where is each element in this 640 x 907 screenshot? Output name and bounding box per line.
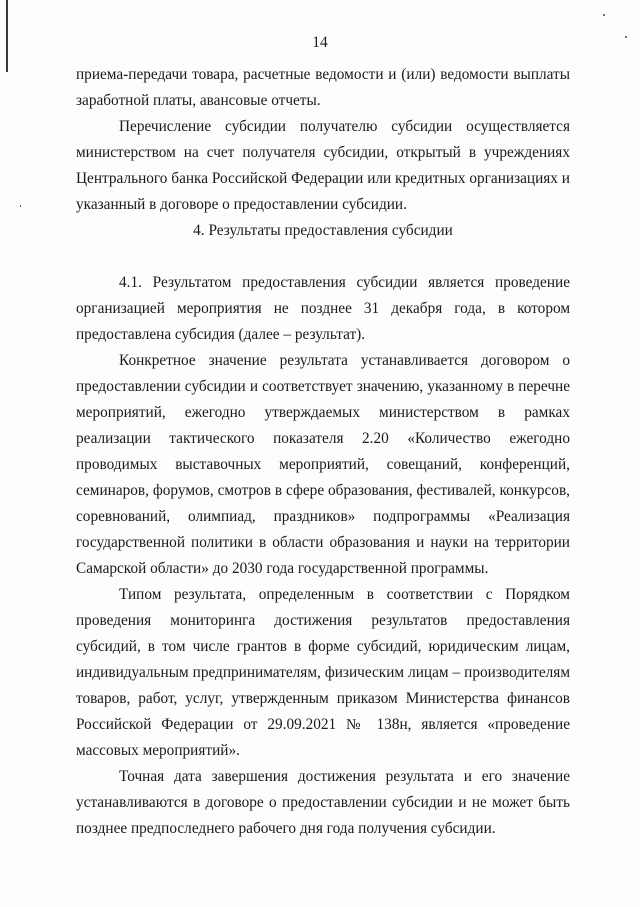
scan-speck [603, 14, 605, 16]
paragraph-continuation: приема-передачи товара, расчетные ведомости и (или) ведомости выплаты заработной платы, авансовые отчеты. [76, 66, 570, 109]
paragraph-result: 4.1. Результатом предоставления субсидии является проведение организацией мероприятия не позднее 31 декабря года, в котором предоставлена субсидия (далее – результат). [76, 274, 570, 343]
text-block-section [76, 270, 570, 842]
paragraph-value: Конкретное значение результата устанавливается договором о предоставлении субсидии и соответствует значению, указанному в перечне мероприятий, ежегодно утверждаемых министерством в рамках реализации тактического показателя 2.20 «Количество ежегодно проводимых выставочных мероприятий, совещаний, конференций, семинаров, форумов, смотров в сфере образования, фестивалей, конкурсов, соревнований, олимпиад, праздников» подпрограммы «Реализация государственной политики в области образования и науки на территории Самарской области» до 2030 года государственной программы. [76, 352, 570, 577]
paragraph-transfer: Перечисление субсидии получателю субсидии осуществляется министерством на счет получателя субсидии, открытый в учреждениях Центрального банка Российской Федерации или кредитных организациях и указанный в договоре о предоставлении субсидии. [76, 118, 570, 213]
page-number: 14 [312, 34, 328, 51]
paragraph-type: Типом результата, определенным в соответствии с Порядком проведения мониторинга достижения результатов предоставления субсидий, в том числе грантов в форме субсидий, юридическим лицам, индивидуальным предпринимателям, физическим лицам – производителям товаров, работ, услуг, утвержденным приказом Министерства финансов Российской Федерации от 29.09.2021 № 138н, является «проведение массовых мероприятий». [76, 586, 570, 759]
scan-speck [20, 205, 21, 207]
paragraph-date: Точная дата завершения достижения результата и его значение устанавливаются в договоре о предоставлении субсидии и не может быть позднее предпоследнего рабочего дня года получения субсидии. [76, 768, 570, 837]
text-block-top [76, 62, 570, 218]
section-heading: 4. Результаты предоставления субсидии [193, 222, 453, 239]
